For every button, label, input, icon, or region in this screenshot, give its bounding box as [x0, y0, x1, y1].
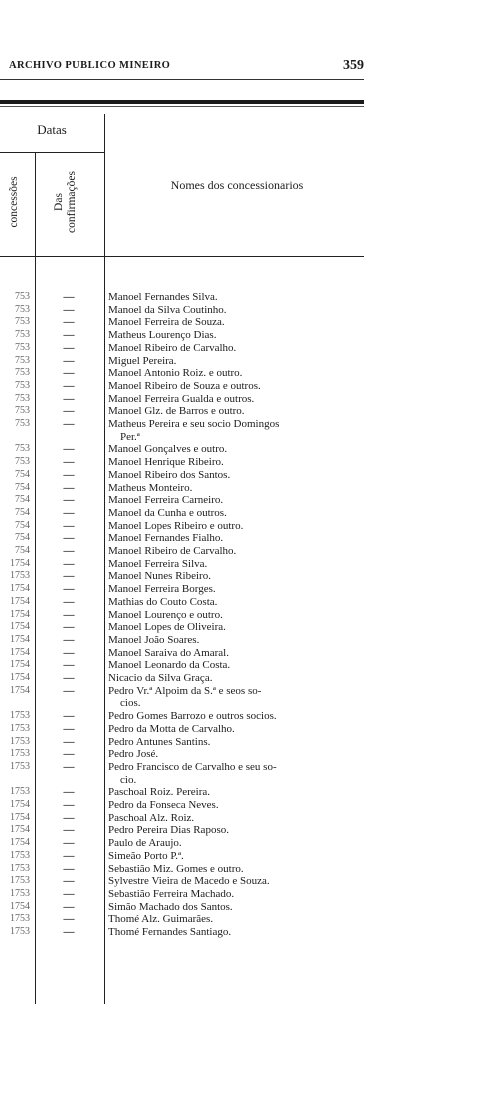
table-row: [0, 901, 364, 913]
concessionaire-name: Manoel Fernandes Fialho.: [108, 532, 224, 545]
concessionaire-name: Matheus Pereira e seu socio Domingos: [108, 418, 280, 430]
table-row: [0, 837, 364, 849]
concession-year: 753: [15, 443, 30, 455]
confirmation-mark: —: [63, 354, 75, 367]
concessionaire-name: Manoel Leonardo da Costa.: [108, 659, 231, 672]
table-row: [0, 405, 364, 417]
concession-year: 1754: [10, 557, 30, 569]
concession-year: 754: [15, 532, 30, 544]
table-row: [0, 634, 364, 646]
concessionaire-name: Pedro José.: [108, 748, 159, 761]
confirmation-mark: —: [63, 849, 75, 862]
concessionaire-name: Simão Machado dos Santos.: [108, 900, 233, 913]
concessionaire-name: Manoel Fernandes Silva.: [108, 291, 218, 303]
concessionaire-name: Manoel Ribeiro de Carvalho.: [108, 545, 237, 557]
table-row: [0, 355, 364, 367]
table-row: [0, 456, 364, 468]
concession-year: 753: [15, 291, 30, 302]
concessionaire-name: Mathias do Couto Costa.: [108, 595, 218, 608]
table-row: [0, 799, 364, 811]
confirmation-mark: —: [63, 646, 75, 659]
table-row: [0, 824, 364, 836]
table-row: [0, 532, 364, 544]
confirmation-mark: —: [63, 519, 75, 532]
confirmation-mark: —: [63, 710, 75, 723]
table-row: [0, 761, 364, 773]
header-bottom-rule: [0, 256, 364, 257]
confirmation-mark: —: [63, 341, 75, 354]
confirmation-mark: —: [63, 786, 75, 799]
concessionaire-name: Thomé Alz. Guimarães.: [108, 913, 214, 926]
concessionaire-name: Manoel Ferreira Borges.: [108, 583, 216, 596]
concessionaire-name: Nicacio da Silva Graça.: [108, 672, 213, 684]
table-row: [0, 418, 364, 430]
concession-year: 1753: [10, 570, 30, 582]
confirmation-mark: —: [63, 722, 75, 735]
concession-year: 1753: [10, 862, 30, 874]
concessionaire-name: Pedro Pereira Dias Raposo.: [108, 824, 229, 837]
table-row: [0, 545, 364, 557]
concessionaire-name: Manoel da Silva Coutinho.: [108, 303, 227, 316]
concessionaire-name: Manoel Lourenço e outro.: [108, 608, 223, 621]
concessionaire-name: Matheus Lourenço Dias.: [108, 329, 217, 342]
table-row: [0, 342, 364, 354]
confirmation-mark: —: [63, 405, 75, 418]
concessionaire-name: Pedro Francisco de Carvalho e seu so-: [108, 760, 277, 773]
confirmation-mark: —: [63, 659, 75, 672]
table-row: [0, 583, 364, 595]
confirmation-mark: —: [63, 583, 75, 596]
concession-year: 1753: [10, 786, 30, 798]
table-row: [0, 609, 364, 621]
concessionaire-name: Manoel Saraiva do Amaral.: [108, 646, 229, 659]
concession-year: 1753: [10, 710, 30, 722]
concessionaire-name: Manoel Ferreira Carneiro.: [108, 494, 224, 507]
confirmation-mark: —: [63, 379, 75, 392]
column-header-confirmacoes-line1: Das: [53, 193, 65, 211]
concessionaire-name: Manoel Gonçalves e outro.: [108, 443, 228, 456]
table-row: [0, 647, 364, 659]
concession-year: 1754: [10, 646, 30, 658]
concessionaire-name: Manoel Lopes Ribeiro e outro.: [108, 519, 244, 532]
concession-year: 1754: [10, 837, 30, 849]
confirmation-mark: —: [63, 633, 75, 646]
concessionaire-name: Simeão Porto P.ª.: [108, 849, 184, 862]
column-header-datas: Datas: [37, 122, 67, 137]
concessionaire-name: Sylvestre Vieira de Macedo e Souza.: [108, 875, 270, 888]
concession-year: 1754: [10, 608, 30, 620]
table-row: [0, 570, 364, 582]
concession-year: 753: [15, 405, 30, 417]
table-row: [0, 875, 364, 887]
table-row: [0, 443, 364, 455]
concessionaire-name: Pedro Antunes Santins.: [108, 735, 211, 748]
concessionaire-name-continuation: cios.: [120, 697, 141, 710]
concession-year: 753: [15, 316, 30, 328]
concession-year: 1753: [10, 722, 30, 734]
table-row: [0, 469, 364, 481]
concession-year: 1754: [10, 659, 30, 671]
table-row: [0, 494, 364, 506]
concession-year: 753: [15, 354, 30, 366]
concessionaire-name: Paschoal Alz. Roiz.: [108, 811, 195, 824]
confirmation-mark: —: [63, 684, 75, 697]
confirmation-mark: —: [63, 887, 75, 900]
confirmation-mark: —: [63, 621, 75, 634]
concessionaire-name: Pedro Gomes Barrozo e outros socios.: [108, 710, 277, 723]
concessionaire-name: Manoel Henrique Ribeiro.: [108, 456, 224, 469]
confirmation-mark: —: [63, 875, 75, 888]
table-row: [0, 291, 364, 303]
concessionaire-name: Manoel Lopes de Oliveira.: [108, 621, 226, 634]
concessionaire-name: Thomé Fernandes Santiago.: [108, 926, 232, 938]
confirmation-mark: —: [63, 760, 75, 773]
concession-year: 1754: [10, 811, 30, 823]
concession-year: 753: [15, 418, 30, 429]
confirmation-mark: —: [63, 329, 75, 342]
running-head: [9, 58, 364, 78]
table-row: [0, 659, 364, 671]
confirmation-mark: —: [63, 862, 75, 875]
concessionaire-name: Pedro da Fonseca Neves.: [108, 799, 219, 811]
concessionaire-name: Pedro Vr.ª Alpoim da S.ª e seos so-: [108, 684, 262, 697]
confirmation-mark: —: [63, 837, 75, 850]
concessionaire-name: Manoel Ribeiro de Carvalho.: [108, 341, 237, 354]
concessionaire-name: Manoel Ferreira Silva.: [108, 557, 208, 570]
column-header-concessoes: concessões: [8, 176, 20, 228]
concessionaire-name: Manoel João Soares.: [108, 633, 200, 646]
confirmation-mark: —: [63, 494, 75, 507]
confirmation-mark: —: [63, 799, 75, 811]
datas-underline: [0, 152, 104, 153]
concession-year: 753: [15, 367, 30, 379]
concession-year: 753: [15, 341, 30, 353]
concessionaire-name: Manoel Ribeiro de Souza e outros.: [108, 379, 261, 392]
concession-year: 1753: [10, 735, 30, 747]
concession-year: 754: [15, 519, 30, 531]
confirmation-mark: —: [63, 570, 75, 583]
page-number: 359: [343, 58, 364, 73]
concession-year: 753: [15, 379, 30, 391]
table-row: [0, 596, 364, 608]
concession-year: 754: [15, 468, 30, 480]
table-row: [0, 913, 364, 925]
confirmation-mark: —: [63, 557, 75, 570]
confirmation-mark: —: [63, 392, 75, 405]
concessionaire-name: Manoel Glz. de Barros e outro.: [108, 405, 245, 418]
table-row: [0, 621, 364, 633]
concession-year: 1753: [10, 887, 30, 899]
table-row: [0, 520, 364, 532]
concessionaire-name: Pedro da Motta de Carvalho.: [108, 722, 235, 735]
concession-year: 754: [15, 494, 30, 506]
confirmation-mark: —: [63, 672, 75, 684]
confirmation-mark: —: [63, 545, 75, 557]
confirmation-mark: —: [63, 595, 75, 608]
confirmation-mark: —: [63, 608, 75, 621]
concessionaire-name-continuation: Per.ª: [120, 430, 140, 443]
concession-year: 754: [15, 506, 30, 518]
confirmation-mark: —: [63, 748, 75, 761]
concessionaire-name: Manoel Ribeiro dos Santos.: [108, 468, 231, 481]
confirmation-mark: —: [63, 735, 75, 748]
confirmation-mark: —: [63, 481, 75, 494]
column-header-nomes: Nomes dos concessionarios: [170, 178, 304, 192]
concessionaire-name: Manoel Ferreira de Souza.: [108, 316, 225, 329]
concession-year: 1753: [10, 748, 30, 760]
concession-year: 1754: [10, 799, 30, 810]
concession-year: 753: [15, 329, 30, 341]
concessionaire-name: Manoel Ferreira Gualda e outros.: [108, 392, 255, 405]
concessionaire-name: Manoel Antonio Roiz. e outro.: [108, 367, 243, 380]
concession-year: 1753: [10, 926, 30, 937]
table-row: [0, 710, 364, 722]
concessionaire-name: Manoel da Cunha e outros.: [108, 506, 227, 519]
column-header-confirmacoes-line2: confirmações: [66, 171, 78, 233]
concession-year: 1754: [10, 672, 30, 683]
confirmation-mark: —: [63, 468, 75, 481]
table-row: [0, 507, 364, 519]
table-row: [0, 863, 364, 875]
table-top-rule: [0, 100, 364, 104]
table-row: [0, 393, 364, 405]
concessionaire-name: Matheus Monteiro.: [108, 481, 193, 494]
confirmation-mark: —: [63, 900, 75, 913]
concessionaire-name-continuation: cio.: [120, 773, 137, 786]
table-row: [0, 380, 364, 392]
table-row: [0, 558, 364, 570]
confirmation-mark: —: [63, 367, 75, 380]
column-header-confirmacoes: [53, 162, 81, 242]
concession-year: 753: [15, 456, 30, 468]
confirmation-mark: —: [63, 926, 75, 938]
table-row: [0, 926, 364, 938]
confirmation-mark: —: [63, 418, 75, 430]
confirmation-mark: —: [63, 913, 75, 926]
table-row: [0, 316, 364, 328]
table-row: [0, 812, 364, 824]
concession-year: 1754: [10, 684, 30, 696]
table-row: [0, 850, 364, 862]
confirmation-mark: —: [63, 824, 75, 837]
concession-year: 754: [15, 481, 30, 493]
confirmation-mark: —: [63, 303, 75, 316]
concession-year: 753: [15, 303, 30, 315]
header-rule: [0, 79, 364, 80]
concession-year: 1754: [10, 900, 30, 912]
table-top-rule-secondary: [0, 106, 364, 107]
concessionaire-name: Miguel Pereira.: [108, 354, 177, 367]
table-row: [0, 482, 364, 494]
confirmation-mark: —: [63, 291, 75, 303]
concession-year: 1754: [10, 824, 30, 836]
table-row: [0, 685, 364, 697]
confirmation-mark: —: [63, 811, 75, 824]
confirmation-mark: —: [63, 443, 75, 456]
table-row: [0, 748, 364, 760]
confirmation-mark: —: [63, 316, 75, 329]
concessionaire-name: Paschoal Roiz. Pereira.: [108, 786, 211, 799]
table-row: [0, 672, 364, 684]
concession-year: 1754: [10, 633, 30, 645]
table-row: [0, 329, 364, 341]
concessionaire-name: Sebastião Miz. Gomes e outro.: [108, 862, 244, 875]
confirmation-mark: —: [63, 506, 75, 519]
table-row: [0, 888, 364, 900]
confirmation-mark: —: [63, 456, 75, 469]
concession-year: 1753: [10, 875, 30, 887]
table-row: [0, 367, 364, 379]
concession-year: 1754: [10, 621, 30, 633]
concession-year: 754: [15, 545, 30, 556]
concessionaire-name: Manoel Nunes Ribeiro.: [108, 570, 211, 583]
concession-year: 1754: [10, 595, 30, 607]
table-row: [0, 304, 364, 316]
concession-year: 753: [15, 392, 30, 404]
concession-year: 1753: [10, 760, 30, 772]
running-title: ARCHIVO PUBLICO MINEIRO: [9, 60, 171, 71]
concessionaire-name: Sebastião Ferreira Machado.: [108, 887, 235, 900]
concession-year: 1754: [10, 583, 30, 595]
concession-year: 1753: [10, 849, 30, 861]
concessionaire-name: Paulo de Araujo.: [108, 837, 182, 850]
table-row: [0, 786, 364, 798]
table-row: [0, 736, 364, 748]
table-row: [0, 723, 364, 735]
confirmation-mark: —: [63, 532, 75, 545]
concession-year: 1753: [10, 913, 30, 925]
